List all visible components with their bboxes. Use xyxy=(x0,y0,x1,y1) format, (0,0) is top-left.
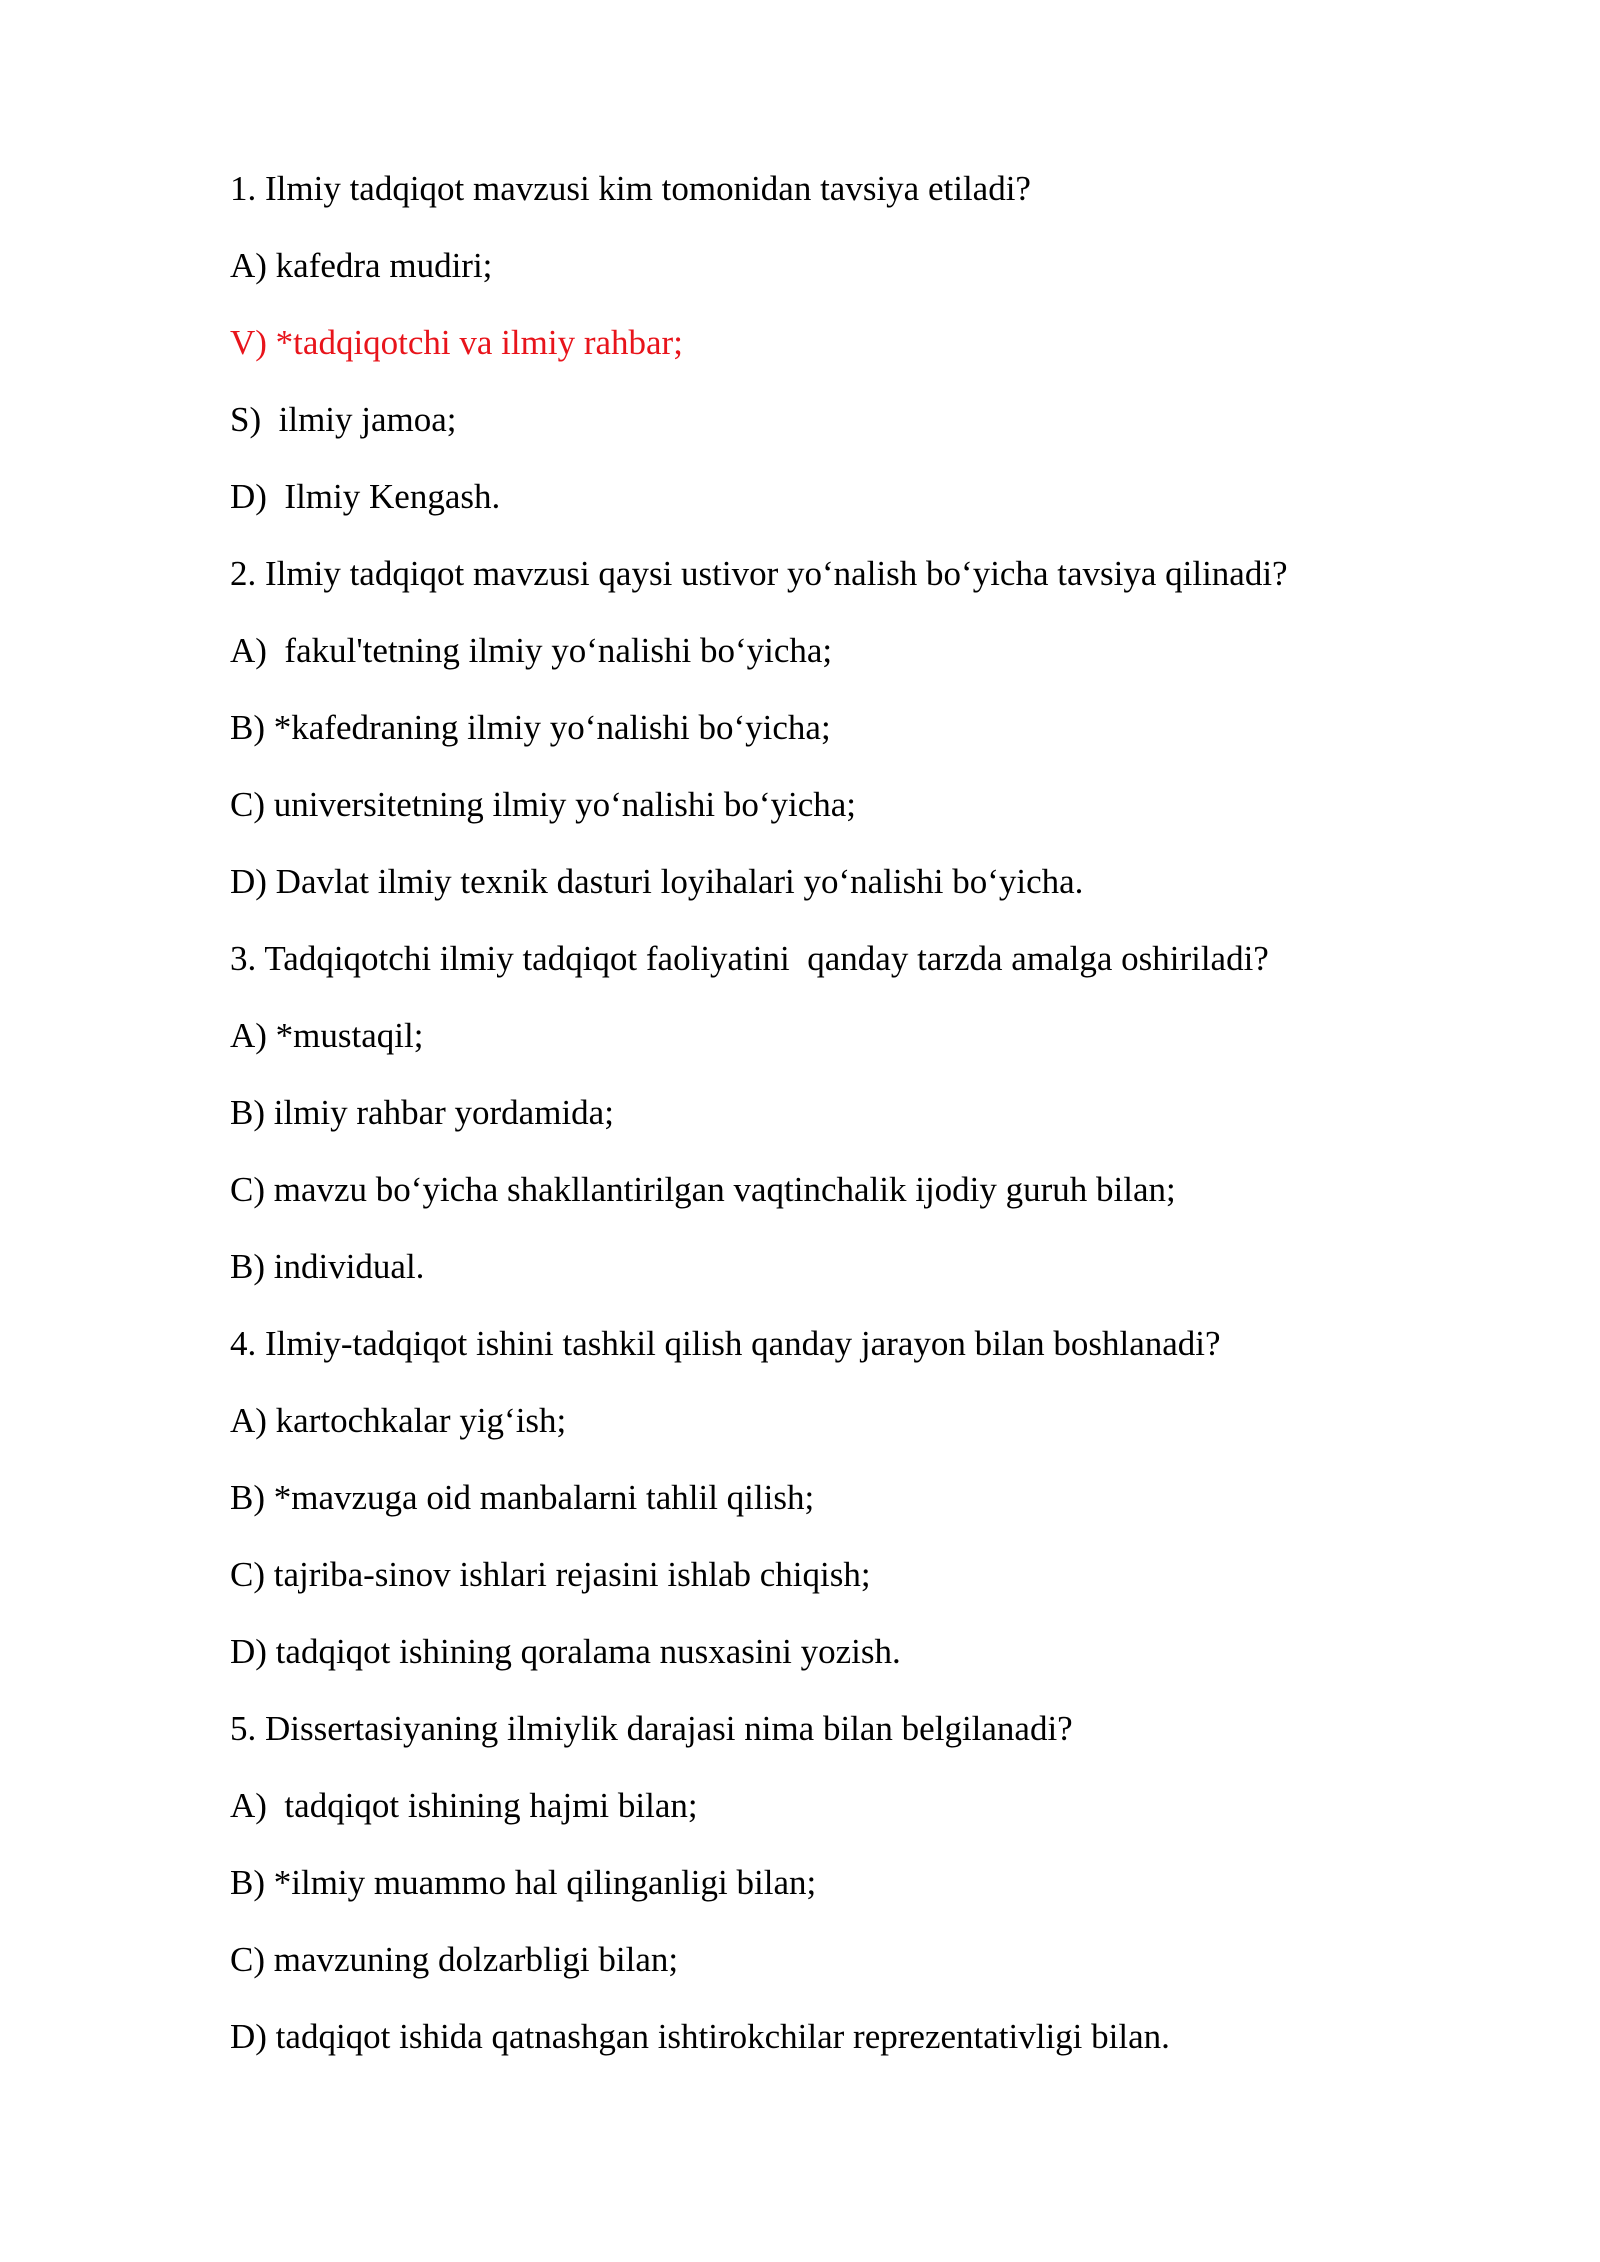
answer-4d: D) tadqiqot ishining qoralama nusxasini yozish. xyxy=(230,1632,901,1671)
answer-3c: C) mavzu bo‘yicha shakllantirilgan vaqtinchalik ijodiy guruh bilan; xyxy=(230,1170,1176,1209)
answer-1s: S) ilmiy jamoa; xyxy=(230,400,457,439)
question-5: 5. Dissertasiyaning ilmiylik darajasi nima bilan belgilanadi? xyxy=(230,1709,1073,1748)
answer-5b: B) *ilmiy muammo hal qilinganligi bilan; xyxy=(230,1863,817,1902)
answer-2b: B) *kafedraning ilmiy yo‘nalishi bo‘yicha; xyxy=(230,708,831,747)
answer-1v-highlighted: V) *tadqiqotchi va ilmiy rahbar; xyxy=(230,323,683,362)
quiz-content xyxy=(230,150,1480,2075)
answer-3b-second: B) individual. xyxy=(230,1247,425,1286)
question-3: 3. Tadqiqotchi ilmiy tadqiqot faoliyatini qanday tarzda amalga oshiriladi? xyxy=(230,939,1269,978)
answer-3b: B) ilmiy rahbar yordamida; xyxy=(230,1093,614,1132)
answer-2c: C) universitetning ilmiy yo‘nalishi bo‘yicha; xyxy=(230,785,857,824)
answer-2a: A) fakul'tetning ilmiy yo‘nalishi bo‘yicha; xyxy=(230,631,833,670)
question-2: 2. Ilmiy tadqiqot mavzusi qaysi ustivor yo‘nalish bo‘yicha tavsiya qilinadi? xyxy=(230,554,1288,593)
answer-3a: A) *mustaqil; xyxy=(230,1016,424,1055)
question-1: 1. Ilmiy tadqiqot mavzusi kim tomonidan tavsiya etiladi? xyxy=(230,169,1031,208)
answer-5c: C) mavzuning dolzarbligi bilan; xyxy=(230,1940,679,1979)
answer-1a: A) kafedra mudiri; xyxy=(230,246,493,285)
answer-2d: D) Davlat ilmiy texnik dasturi loyihalari yo‘nalishi bo‘yicha. xyxy=(230,862,1084,901)
answer-5d: D) tadqiqot ishida qatnashgan ishtirokchilar reprezentativligi bilan. xyxy=(230,2017,1170,2056)
answer-4c: C) tajriba-sinov ishlari rejasini ishlab chiqish; xyxy=(230,1555,871,1594)
answer-5a: A) tadqiqot ishining hajmi bilan; xyxy=(230,1786,698,1825)
answer-4a: A) kartochkalar yig‘ish; xyxy=(230,1401,567,1440)
answer-1d: D) Ilmiy Kengash. xyxy=(230,477,501,516)
answer-4b: B) *mavzuga oid manbalarni tahlil qilish; xyxy=(230,1478,815,1517)
question-4: 4. Ilmiy-tadqiqot ishini tashkil qilish qanday jarayon bilan boshlanadi? xyxy=(230,1324,1221,1363)
